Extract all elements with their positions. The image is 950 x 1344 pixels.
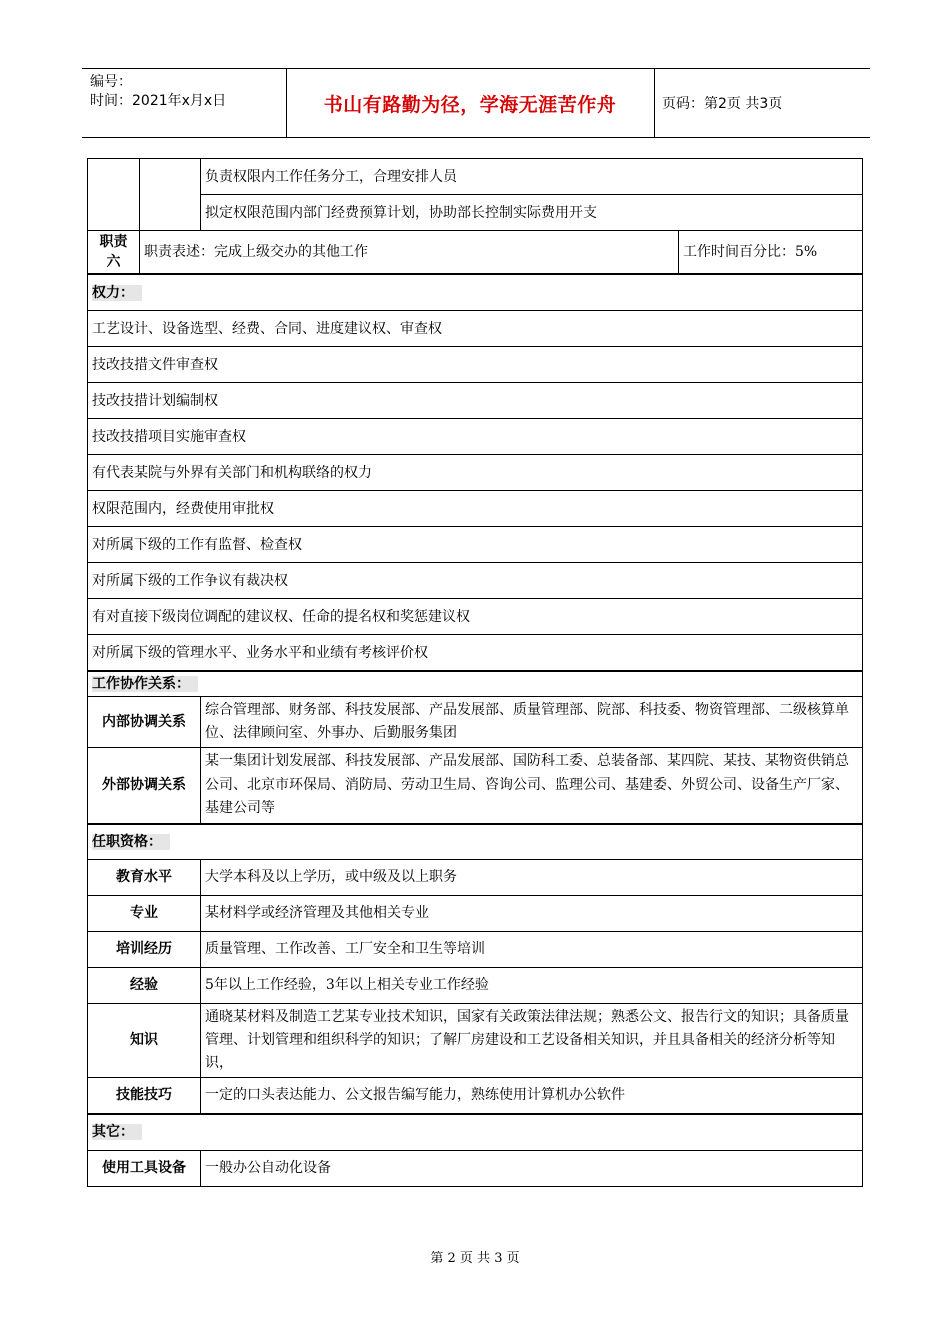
internal-relations-value: 综合管理部、财务部、科技发展部、产品发展部、质量管理部、院部、科技委、物资管理部、二级核算单位、法律顾问室、外事办、后勤服务集团 xyxy=(201,697,863,748)
power-item-row xyxy=(88,419,863,455)
power-item-row xyxy=(88,635,863,672)
internal-relations-row xyxy=(88,697,863,748)
duty-prev-item: 负责权限内工作任务分工，合理安排人员 xyxy=(201,159,863,195)
qualification-value: 大学本科及以上学历，或中级及以上职务 xyxy=(201,859,863,895)
qualification-row xyxy=(88,967,863,1003)
header-page-label: 页码：第2页 共3页 xyxy=(662,96,783,112)
qualifications-title: 任职资格： xyxy=(92,834,170,850)
duty6-row xyxy=(88,231,863,275)
power-item: 有对直接下级岗位调配的建议权、任命的提名权和奖惩建议权 xyxy=(88,599,863,635)
powers-title: 权力： xyxy=(92,285,142,301)
external-relations-value: 某一集团计划发展部、科技发展部、产品发展部、国防科工委、总装备部、某四院、某技、某物资供销总公司、北京市环保局、消防局、劳动卫生局、咨询公司、监理公司、基建委、外贸公司、设备生产厂家、基建公司等 xyxy=(201,748,863,824)
power-item: 技改技措项目实施审查权 xyxy=(88,419,863,455)
tools-label: 使用工具设备 xyxy=(88,1150,201,1186)
power-item-row xyxy=(88,563,863,599)
qualification-row xyxy=(88,859,863,895)
qualification-label: 知识 xyxy=(88,1003,201,1077)
power-item: 工艺设计、设备选型、经费、合同、进度建议权、审查权 xyxy=(88,311,863,347)
power-item: 权限范围内，经费使用审批权 xyxy=(88,491,863,527)
duty-prev-row xyxy=(88,159,863,195)
document-number-label: 编号： xyxy=(90,74,132,90)
qualification-value: 一定的口头表达能力、公文报告编写能力，熟练使用计算机办公软件 xyxy=(201,1077,863,1114)
header-meta xyxy=(90,73,226,111)
external-relations-row xyxy=(88,748,863,824)
power-item-row xyxy=(88,455,863,491)
tools-row xyxy=(88,1150,863,1186)
external-relations-label: 外部协调关系 xyxy=(88,748,201,824)
tools-value: 一般办公自动化设备 xyxy=(201,1150,863,1186)
internal-relations-label: 内部协调关系 xyxy=(88,697,201,748)
power-item: 技改技措计划编制权 xyxy=(88,383,863,419)
qualification-value: 5年以上工作经验，3年以上相关专业工作经验 xyxy=(201,967,863,1003)
qualification-label: 技能技巧 xyxy=(88,1077,201,1114)
duty-prev-label-cell xyxy=(88,159,140,231)
powers-section-header xyxy=(88,274,863,311)
qualification-value: 通晓某材料及制造工艺某专业技术知识，国家有关政策法律法规；熟悉公文、报告行文的知识；具备质量管理、计划管理和组织科学的知识；了解厂房建设和工艺设备相关知识，并且具备相关的经济分析等知识， xyxy=(201,1003,863,1077)
others-section-header xyxy=(88,1114,863,1151)
relations-section-header xyxy=(88,671,863,697)
job-description-table xyxy=(87,158,863,1187)
power-item: 对所属下级的管理水平、业务水平和业绩有考核评价权 xyxy=(88,635,863,672)
qualification-label: 经验 xyxy=(88,967,201,1003)
document-time-label: 时间：2021年x月x日 xyxy=(90,93,227,109)
page-footer: 第 2 页 共 3 页 xyxy=(430,1251,520,1266)
power-item: 有代表某院与外界有关部门和机构联络的权力 xyxy=(88,455,863,491)
power-item-row xyxy=(88,527,863,563)
duty-prev-row xyxy=(88,195,863,231)
page-header xyxy=(82,68,870,138)
power-item-row xyxy=(88,383,863,419)
qualification-label: 培训经历 xyxy=(88,931,201,967)
power-item-row xyxy=(88,491,863,527)
qualification-label: 教育水平 xyxy=(88,859,201,895)
power-item-row xyxy=(88,599,863,635)
qualification-row xyxy=(88,1003,863,1077)
duty-prev-sublabel-cell xyxy=(140,159,201,231)
others-title: 其它： xyxy=(92,1124,142,1140)
header-motto: 书山有路勤为径，学海无涯苦作舟 xyxy=(323,93,617,116)
qualification-value: 某材料学或经济管理及其他相关专业 xyxy=(201,895,863,931)
power-item: 技改技措文件审查权 xyxy=(88,347,863,383)
duty-prev-item: 拟定权限范围内部门经费预算计划，协助部长控制实际费用开支 xyxy=(201,195,863,231)
qualification-label: 专业 xyxy=(88,895,201,931)
duty6-time-percent: 工作时间百分比：5% xyxy=(679,231,863,275)
qualification-value: 质量管理、工作改善、工厂安全和卫生等培训 xyxy=(201,931,863,967)
qualifications-section-header xyxy=(88,824,863,860)
power-item: 对所属下级的工作争议有裁决权 xyxy=(88,563,863,599)
power-item: 对所属下级的工作有监督、检查权 xyxy=(88,527,863,563)
duty6-label: 职责六 xyxy=(88,231,140,275)
power-item-row xyxy=(88,311,863,347)
qualification-row xyxy=(88,895,863,931)
qualification-row xyxy=(88,1077,863,1114)
qualification-row xyxy=(88,931,863,967)
duty6-description: 职责表述：完成上级交办的其他工作 xyxy=(140,231,679,275)
power-item-row xyxy=(88,347,863,383)
relations-title: 工作协作关系： xyxy=(92,676,198,692)
